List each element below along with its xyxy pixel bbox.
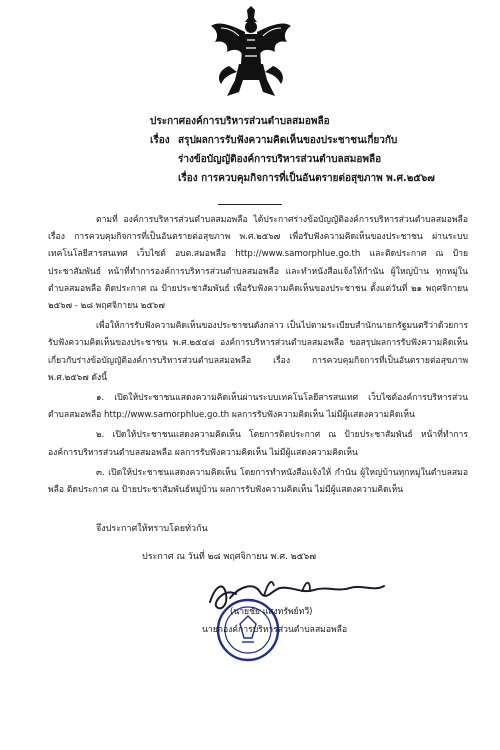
signatory-position: นายกองค์การบริหารส่วนตำบลสมอพลือ (202, 625, 348, 635)
garuda-emblem-icon (209, 6, 293, 102)
subject-label: เรื่อง (150, 135, 170, 146)
paragraph-background: ตามที่ องค์การบริหารส่วนตำบลสมอพลือ ได้ประกาศร่างข้อบัญญัติองค์การบริหารส่วนตำบลสมอพลือ เรื่อง การควบคุมกิจการที่เป็นอันตรายต่อสุขภาพ พ.ศ.๒๕๖๗ เพื่อรับฟังความคิดเห็นของประชาชน ผ่านระบบเทคโนโลยีสารสนเทศ เว็บไซต์ อบต.สมอพลือ http://www.samorphlue.go.th และติดประกาศ ณ ป้ายประชาสัมพันธ์ หน้าที่ทำการองค์การบริหารส่วนตำบลสมอพลือ และทำหนังสือแจ้งให้กำนัน ผู้ใหญ่บ้าน ทุกหมู่ในตำบลสมอพลือ ติดประกาศ ณ ป้ายประชาสัมพันธ์ เพื่อรับฟังความคิดเห็นของประชาชน ตั้งแต่วันที่ ๒๑ พฤศจิกายน ๒๕๖๗ - ๒๘ พฤศจิกายน ๒๕๖๗ (48, 215, 468, 312)
announcement-issuer: ประกาศองค์การบริหารส่วนตำบลสมอพลือ (150, 116, 330, 127)
paragraph-summary: เพื่อให้การรับฟังความคิดเห็นของประชาชนดังกล่าว เป็นไปตามระเบียบสำนักนายกรัฐมนตรีว่าด้วยการรับฟังความคิดเห็นของประชาชน พ.ศ.๒๕๔๘ องค์การบริหารส่วนตำบลสมอพลือ ขอสรุปผลการรับฟังความคิดเห็นเกี่ยวกับร่างข้อบัญญัติองค์การบริหารส่วนตำบลสมอพลือ เรื่อง การควบคุมกิจการที่เป็นอันตรายต่อสุขภาพ พ.ศ.๒๕๖๗ ดังนี้ (48, 321, 468, 383)
closing-announcement: จึงประกาศให้ทราบโดยทั่วกัน (96, 524, 208, 534)
issue-date: ประกาศ ณ วันที่ ๒๘ พฤศจิกายน พ.ศ. ๒๕๖๗ (142, 552, 317, 562)
subject-line-2: ร่างข้อบัญญัติองค์การบริหารส่วนตำบลสมอพลือ (178, 154, 382, 165)
result-item-village-heads: ๓. เปิดให้ประชาชนแสดงความคิดเห็น โดยการทำหนังสือแจ้งให้ กำนัน ผู้ใหญ่บ้านทุกหมู่ในตำบลสมอพลือ ติดประกาศ ณ ป้ายประชาสัมพันธ์หมู่บ้าน ผลการรับฟังความคิดเห็น ไม่มีผู้แสดงความคิดเห็น (48, 467, 468, 496)
subject-line-3: เรื่อง การควบคุมกิจการที่เป็นอันตรายต่อสุขภาพ พ.ศ.๒๕๖๗ (178, 173, 435, 184)
result-item-notice-board: ๒. เปิดให้ประชาชนแสดงความคิดเห็น โดยการติดประกาศ ณ ป้ายประชาสัมพันธ์ หน้าที่ทำการองค์การบริหารส่วนตำบลสมอพลือ ผลการรับฟังความคิดเห็น ไม่มีผู้แสดงความคิดเห็น (48, 430, 468, 458)
document-body (48, 212, 468, 502)
result-item-website: ๑. เปิดให้ประชาชนแสดงความคิดเห็นผ่านระบบเทคโนโลยีสารสนเทศ เว็บไซต์องค์การบริหารส่วนตำบลสมอพลือ http://www.samorphlue.go.th ผลการรับฟังความคิดเห็น ไม่มีผู้แสดงความคิดเห็น (48, 393, 468, 421)
subject-text: สรุปผลการรับฟังความคิดเห็นของประชาชนเกี่ยวกับ (178, 135, 398, 146)
announcement-header (150, 112, 480, 188)
subject-line (150, 131, 480, 150)
header-divider (218, 204, 282, 205)
signatory-name: (นายชัย แสงทรัพย์ทวี) (230, 607, 313, 617)
